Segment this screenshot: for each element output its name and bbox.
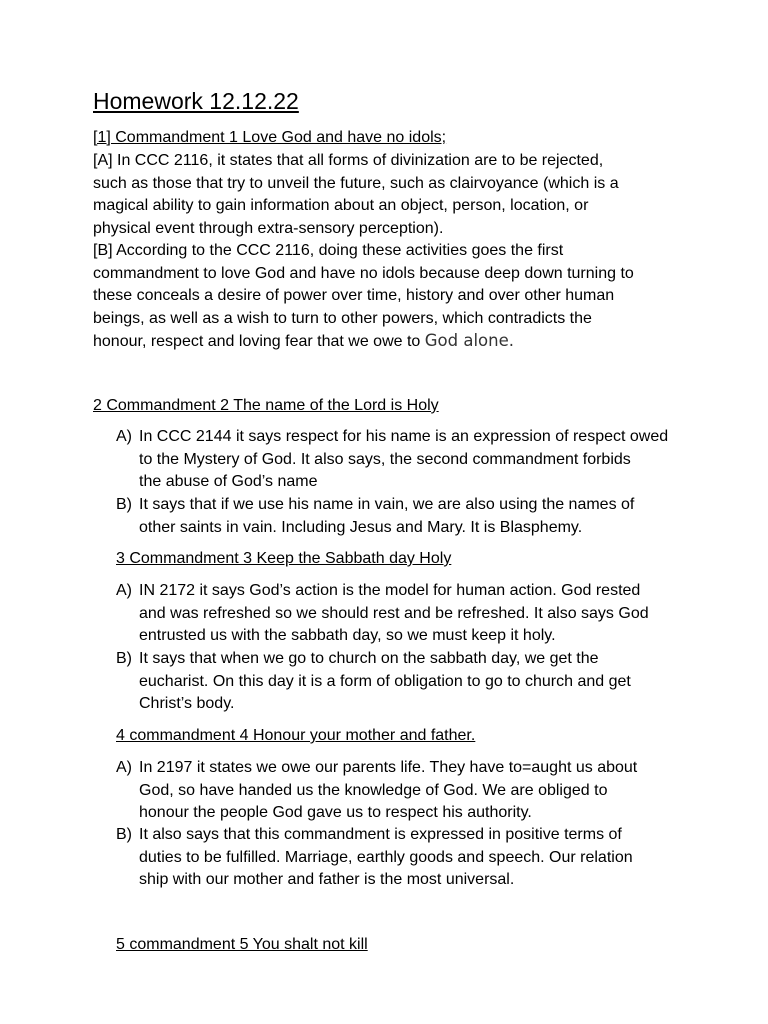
list-line: to the Mystery of God. It also says, the second commandment forbids	[139, 450, 631, 468]
paragraph-line: [A] In CCC 2116, it states that all forms of divinization are to be rejected,	[93, 152, 604, 169]
paragraph-line: these conceals a desire of power over time, history and over other human	[93, 287, 615, 304]
list-marker: B)	[116, 826, 132, 843]
list-line: In 2197 it states we owe our parents life. They have to=aught us about	[139, 759, 638, 776]
list-line: ship with our mother and father is the most universal.	[139, 871, 515, 888]
list-line: It says that when we go to church on the sabbath day, we get the	[139, 650, 599, 667]
commandment-1-paragraph-a	[93, 150, 693, 240]
paragraph-line: physical event through extra-sensory perception).	[93, 219, 444, 237]
list-line: It says that if we use his name in vain, we are also using the names of	[139, 496, 635, 513]
commandment-3-heading: 3 Commandment 3 Keep the Sabbath day Holy	[116, 550, 452, 567]
paragraph-line-text: honour, respect and loving fear that we owe to	[93, 333, 425, 350]
commandment-1-paragraph-b	[93, 240, 693, 354]
paragraph-line: magical ability to gain information about an object, person, location, or	[93, 197, 589, 214]
list-marker: A)	[116, 759, 132, 776]
list-line: eucharist. On this day it is a form of obligation to go to church and get	[139, 672, 631, 690]
list-line: Christ’s body.	[139, 695, 235, 712]
list-line: other saints in vain. Including Jesus and Mary. It is Blasphemy.	[139, 518, 583, 536]
commandment-1-heading: [1] Commandment 1 Love God and have no idols;	[93, 129, 447, 146]
paragraph-line: commandment to love God and have no idols because deep down turning to	[93, 264, 634, 282]
list-item	[116, 494, 716, 539]
highlighted-phrase: God alone.	[424, 331, 515, 350]
list-marker: A)	[116, 582, 132, 599]
list-item-text	[139, 824, 633, 892]
list-line: IN 2172 it says God’s action is the model for human action. God rested	[139, 582, 641, 599]
list-line: entrusted us with the sabbath day, so we must keep it holy.	[139, 627, 556, 644]
list-marker: B)	[116, 496, 132, 513]
document-title: Homework 12.12.22	[93, 88, 299, 114]
paragraph-line	[93, 330, 693, 354]
list-item	[116, 757, 716, 825]
list-line: honour the people God gave us to respect his authority.	[139, 804, 532, 821]
list-item-text	[139, 494, 634, 539]
paragraph-line: beings, as well as a wish to turn to other powers, which contradicts the	[93, 309, 592, 327]
list-item-text	[139, 757, 637, 825]
list-line: It also says that this commandment is expressed in positive terms of	[139, 826, 622, 843]
paragraph-line: such as those that try to unveil the future, such as clairvoyance (which is a	[93, 174, 619, 192]
commandment-5-heading: 5 commandment 5 You shalt not kill	[116, 936, 368, 953]
list-item	[116, 824, 716, 892]
list-item	[116, 580, 716, 648]
commandment-2-heading: 2 Commandment 2 The name of the Lord is Holy	[93, 397, 439, 414]
list-line: In CCC 2144 it says respect for his name is an expression of respect owed	[139, 428, 669, 445]
paragraph-line: [B] According to the CCC 2116, doing these activities goes the first	[93, 242, 564, 259]
list-line: and was refreshed so we should rest and be refreshed. It also says God	[139, 604, 649, 622]
list-marker: A)	[116, 428, 132, 445]
commandment-4-heading: 4 commandment 4 Honour your mother and father.	[116, 727, 476, 744]
list-item-text	[139, 426, 668, 494]
list-item-text	[139, 580, 649, 648]
list-line: the abuse of God’s name	[139, 473, 318, 490]
list-item	[116, 648, 716, 716]
list-item	[116, 426, 716, 494]
list-line: duties to be fulfilled. Marriage, earthly goods and speech. Our relation	[139, 848, 633, 866]
list-line: God, so have handed us the knowledge of God. We are obliged to	[139, 781, 608, 799]
list-item-text	[139, 648, 631, 716]
list-marker: B)	[116, 650, 132, 667]
